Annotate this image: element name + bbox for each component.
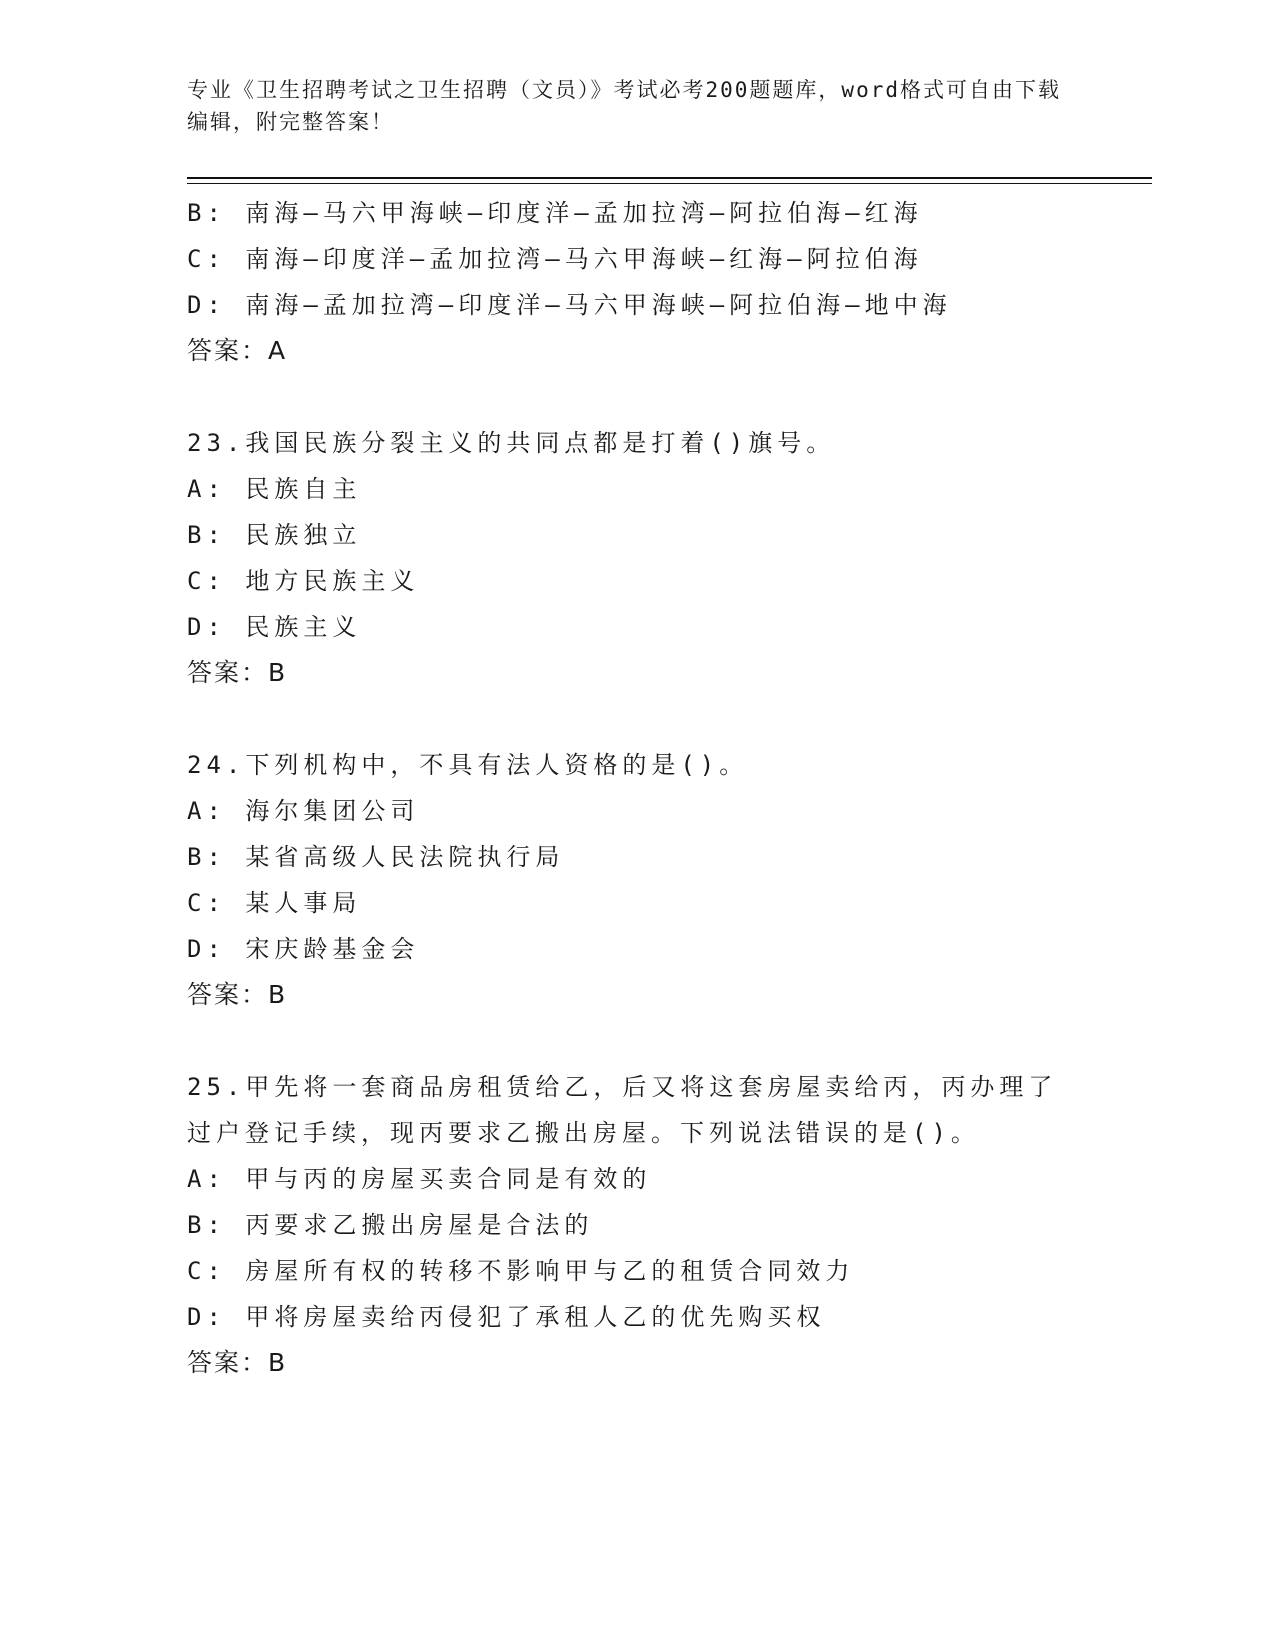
answer-line: 答案：B [187, 658, 288, 687]
option-c: C: 南海—印度洋—孟加拉湾—马六甲海峡—红海—阿拉伯海 [187, 245, 923, 273]
question-24 [187, 742, 1087, 1018]
option-c: C: 房屋所有权的转移不影响甲与乙的租赁合同效力 [187, 1257, 855, 1285]
option-b: B: 民族独立 [187, 521, 362, 549]
option-a: A: 海尔集团公司 [187, 797, 420, 825]
option-b: B: 南海—马六甲海峡—印度洋—孟加拉湾—阿拉伯海—红海 [187, 199, 923, 227]
continued-question [187, 190, 1087, 374]
option-a: A: 民族自主 [187, 475, 362, 503]
option-d: D: 宋庆龄基金会 [187, 935, 420, 963]
answer-line: 答案：B [187, 1348, 288, 1377]
option-c: C: 某人事局 [187, 889, 362, 917]
question-list [187, 190, 1087, 1386]
header-rule-thick [187, 177, 1152, 179]
question-stem: 25.甲先将一套商品房租赁给乙，后又将这套房屋卖给丙，丙办理了过户登记手续，现丙要求乙搬出房屋。下列说法错误的是()。 [187, 1073, 1058, 1147]
question-stem: 23.我国民族分裂主义的共同点都是打着()旗号。 [187, 429, 836, 457]
question-stem: 24.下列机构中，不具有法人资格的是()。 [187, 751, 749, 779]
option-b: B: 丙要求乙搬出房屋是合法的 [187, 1211, 594, 1239]
option-b: B: 某省高级人民法院执行局 [187, 843, 565, 871]
option-d: D: 南海—孟加拉湾—印度洋—马六甲海峡—阿拉伯海—地中海 [187, 291, 952, 319]
question-25 [187, 1064, 1087, 1386]
option-d: D: 甲将房屋卖给丙侵犯了承租人乙的优先购买权 [187, 1303, 826, 1331]
option-c: C: 地方民族主义 [187, 567, 420, 595]
option-a: A: 甲与丙的房屋买卖合同是有效的 [187, 1165, 652, 1193]
answer-line: 答案：B [187, 980, 288, 1009]
option-d: D: 民族主义 [187, 613, 362, 641]
document-header: 专业《卫生招聘考试之卫生招聘（文员）》考试必考200题题库，word格式可自由下载编辑，附完整答案！ [187, 78, 1061, 134]
header-rule-thin [187, 183, 1152, 184]
answer-line: 答案：A [187, 336, 288, 365]
question-23 [187, 420, 1087, 696]
